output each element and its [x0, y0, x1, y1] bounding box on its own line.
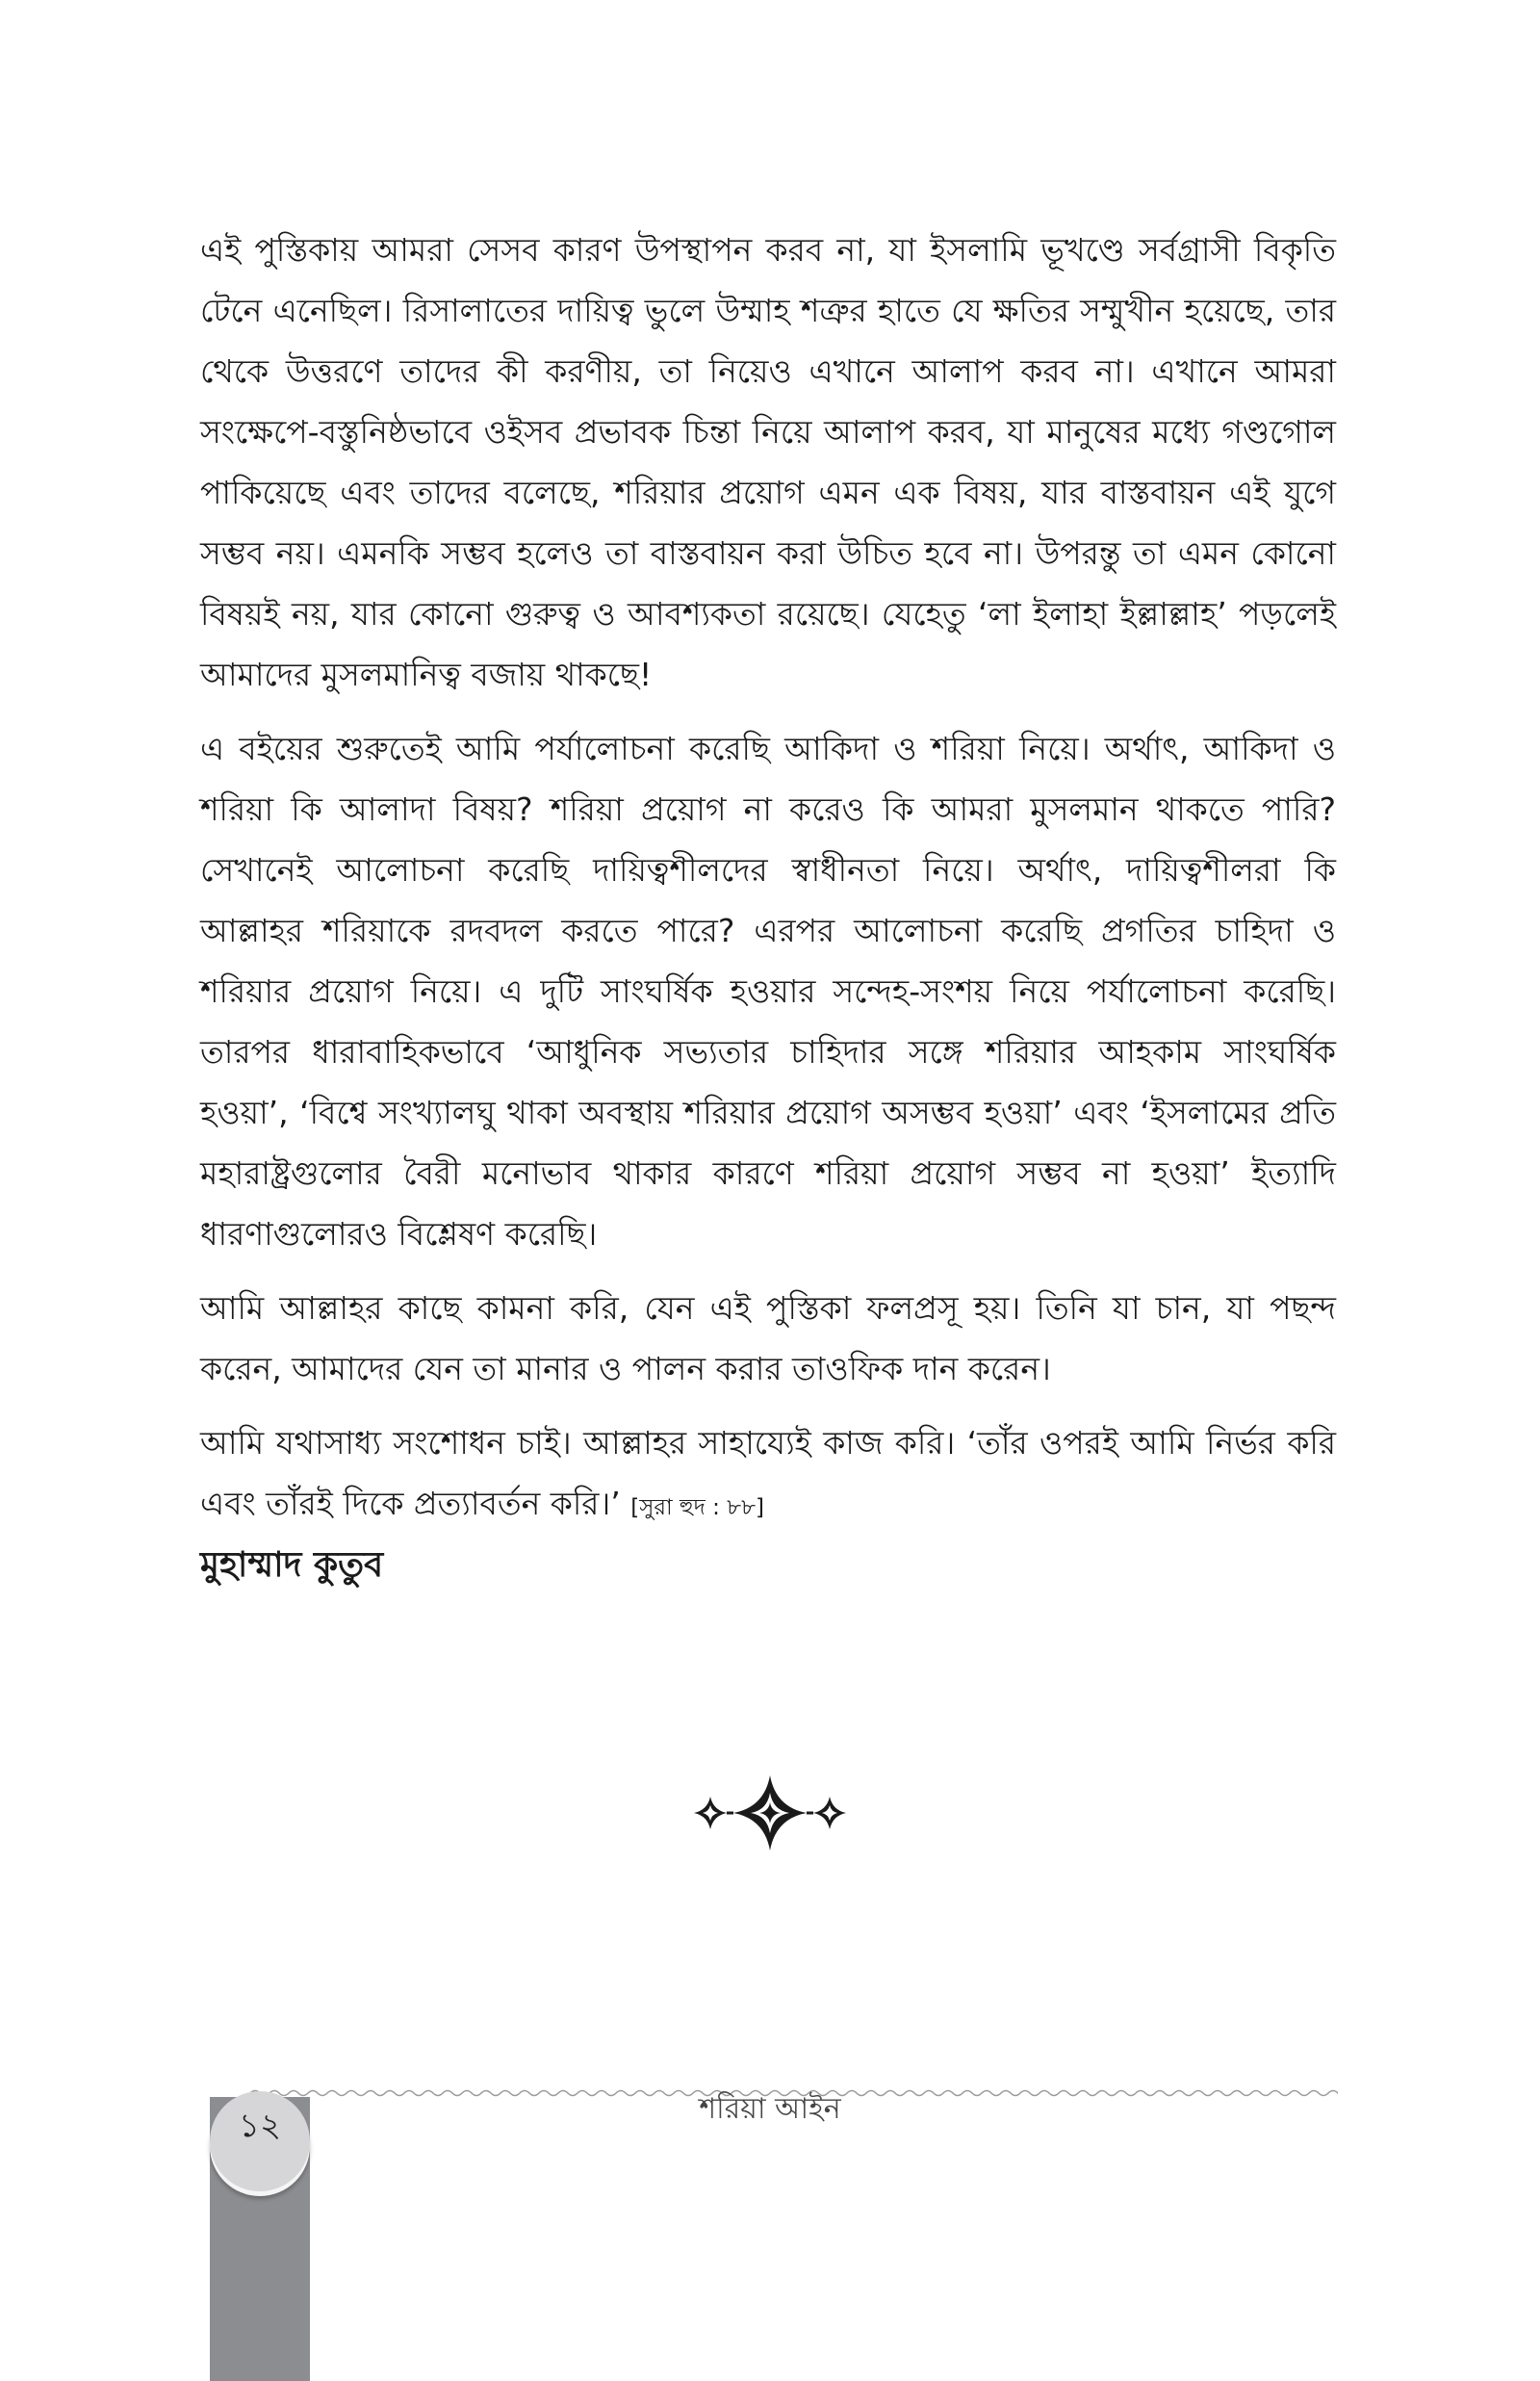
quran-reference: [সুরা হুদ : ৮৮]: [630, 1495, 764, 1520]
running-book-title: শরিয়া আইন: [699, 2092, 841, 2126]
author-signature: মুহাম্মাদ কুতুব: [200, 1545, 384, 1585]
paragraph-4: [200, 1412, 1336, 1539]
paragraph-2: এ বইয়ের শুরুতেই আমি পর্যালোচনা করেছি আকিদা ও শরিয়া নিয়ে। অর্থাৎ, আকিদা ও শরিয়া কি আলাদা বিষয়? শরিয়া প্রয়োগ না করেও কি আমরা মুসলমান থাকতে পারি? সেখানেই আলোচনা করেছি দায়িত্বশীলদের স্বাধীনতা নিয়ে। অর্থাৎ, দায়িত্বশীলরা কি আল্লাহর শরিয়াকে রদবদল করতে পারে? এরপর আলোচনা করেছি প্রগতির চাহিদা ও শরিয়ার প্রয়োগ নিয়ে। এ দুটি সাংঘর্ষিক হওয়ার সন্দেহ-সংশয় নিয়ে পর্যালোচনা করেছি। তারপর ধারাবাহিকভাবে ‘আধুনিক সভ্যতার চাহিদার সঙ্গে শরিয়ার আহকাম সাংঘর্ষিক হওয়া’, ‘বিশ্বে সংখ্যালঘু থাকা অবস্থায় শরিয়ার প্রয়োগ অসম্ভব হওয়া’ এবং ‘ইসলামের প্রতি মহারাষ্ট্রগুলোর বৈরী মনোভাব থাকার কারণে শরিয়া প্রয়োগ সম্ভব না হওয়া’ ইত্যাদি ধারণাগুলোরও বিশ্লেষণ করেছি।: [200, 730, 1336, 1253]
paragraph-3: আমি আল্লাহর কাছে কামনা করি, যেন এই পুস্তিকা ফলপ্রসূ হয়। তিনি যা চান, যা পছন্দ করেন, আমাদের যেন তা মানার ও পালন করার তাওফিক দান করেন।: [200, 1289, 1336, 1387]
paragraph-1: এই পুস্তিকায় আমরা সেসব কারণ উপস্থাপন করব না, যা ইসলামি ভূখণ্ডে সর্বগ্রাসী বিকৃতি টেনে এনেছিল। রিসালাতের দায়িত্ব ভুলে উম্মাহ শত্রুর হাতে যে ক্ষতির সম্মুখীন হয়েছে, তার থেকে উত্তরণে তাদের কী করণীয়, তা নিয়েও এখানে আলাপ করব না। এখানে আমরা সংক্ষেপে-বস্তুনিষ্ঠভাবে ওইসব প্রভাবক চিন্তা নিয়ে আলাপ করব, যা মানুষের মধ্যে গণ্ডগোল পাকিয়েছে এবং তাদের বলেছে, শরিয়ার প্রয়োগ এমন এক বিষয়, যার বাস্তবায়ন এই যুগে সম্ভব নয়। এমনকি সম্ভব হলেও তা বাস্তবায়ন করা উচিত হবে না। উপরন্তু তা এমন কোনো বিষয়ই নয়, যার কোনো গুরুত্ব ও আবশ্যকতা রয়েছে। যেহেতু ‘লা ইলাহা ইল্লাল্লাহ’ পড়লেই আমাদের মুসলমানিত্ব বজায় থাকছে!: [200, 231, 1336, 693]
star-ornament-icon: [674, 1770, 866, 1856]
body-text: [200, 220, 1336, 1552]
paragraph-4-text: আমি যথাসাধ্য সংশোধন চাই। আল্লাহর সাহায্যেই কাজ করি। ‘তাঁর ওপরই আমি নির্ভর করি এবং তাঁরই দিকে প্রত্যাবর্তন করি।’: [200, 1424, 1336, 1522]
page-number: ১২: [238, 2107, 282, 2145]
